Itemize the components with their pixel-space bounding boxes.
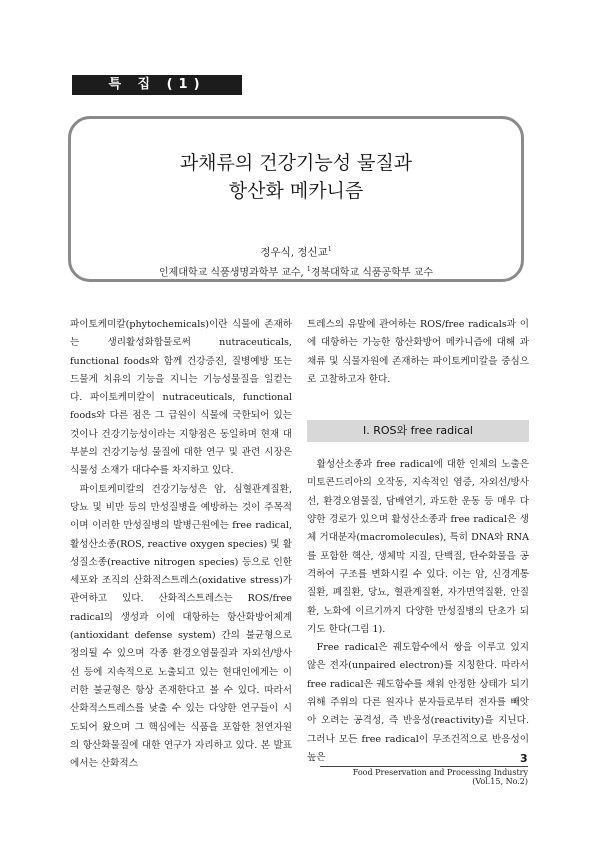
affiliation-part-2: 경북대학교 식품공학부 교수 bbox=[310, 266, 434, 278]
article-title bbox=[71, 149, 521, 205]
title-line-1: 과채류의 건강기능성 물질과 bbox=[179, 152, 413, 174]
title-box bbox=[68, 116, 524, 282]
left-column bbox=[70, 316, 292, 773]
body-paragraph: Free radical은 궤도함수에서 쌍을 이루고 있지 않은 전자(unpaired electron)를 지칭한다. 따라서 free radical은 궤도함수를 채워 안정한 상태가 되기 위해 주위의 다른 원자나 분자들로부터 전자를 빼앗아 오려는 공격성, 즉 반응성(reactivity)을 지닌다. 그러나 모든 free radical이 무조건적으로 반응성이 높은 bbox=[307, 642, 529, 763]
footer-rule bbox=[320, 766, 528, 767]
page-number: 3 bbox=[520, 752, 528, 765]
journal-footer: Food Preservation and Processing Industry (Vol.15, No.2) bbox=[352, 768, 528, 786]
author-names: 정우식, 정신교 bbox=[260, 246, 328, 259]
body-paragraph: 트레스의 유발에 관여하는 ROS/free radicals과 이에 대항하는 가능한 항산화방어 메카니즘에 대해 과채류 및 식물자원에 존재하는 파이토케미칼을 중심으로 고찰하고자 한다. bbox=[307, 319, 529, 385]
affiliation-superscript: 1 bbox=[306, 265, 311, 273]
affiliation-part-1: 인제대학교 식품생명과학부 교수, bbox=[158, 266, 307, 278]
section-heading: Ⅰ. ROS와 free radical bbox=[307, 420, 529, 442]
author-line bbox=[71, 241, 521, 262]
body-paragraph: 파이토케미칼의 건강기능성은 암, 심혈관계질환, 당뇨 및 비만 등의 만성질병을 예방하는 것이 주목적이며 이러한 만성질병의 발병근원에는 free radical, 활성산소종(ROS, reactive oxygen species) 및 활성질소종(reactive nitrogen species) 등으로 인한 세포와 조직의 산화적스트레스(oxidative stress)가 관여하고 있다. 산화적스트레스는 ROS/free radical의 생성과 이에 대항하는 항산화방어체계(antioxidant defense system) 간의 불균형으로 정의될 수 있으며 각종 환경오염물질과 자외선/방사선 등에 지속적으로 노출되고 있는 현대인에게는 이러한 불균형은 항상 존재한다고 볼 수 있다. 따라서 산화적스트레스를 낮출 수 있는 다양한 연구들이 시도되어 왔으며 그 핵심에는 식품을 포함한 천연자원의 항산화물질에 대한 연구가 자리하고 있다. 본 발표에서는 산화적스 bbox=[70, 483, 292, 770]
feature-banner: 특 집 (1) bbox=[72, 75, 242, 95]
body-paragraph: 파이토케미칼(phytochemicals)이란 식물에 존재하는 생리활성화합물로써 nutraceuticals, functional foods와 함께 건강증진, 질병예방 또는 드물게 치유의 기능을 지니는 기능성물질을 일컫는다. 파이토케미칼이 nutraceuticals, functional foods와 다른 점은 그 급원이 식물에 국한되어 있는 것이나 건강기능성이라는 지향점은 동일하며 현재 대부분의 건강기능성 물질에 대한 연구 및 관련 시장은 식물성 소재가 대다수를 차지하고 있다. bbox=[70, 319, 292, 477]
author-superscript: 1 bbox=[327, 246, 332, 253]
affiliation-line bbox=[71, 262, 521, 281]
body-paragraph: 활성산소종과 free radical에 대한 인체의 노출은 미토콘드리아의 오작동, 지속적인 염증, 자외선/방사선, 환경오염물질, 담배연기, 과도한 운동 등 매우 다양한 경로가 있으며 활성산소종과 free radical은 생체 거대분자(macromolecules), 특히 DNA와 RNA를 포함한 핵산, 생체막 지질, 단백질, 탄수화물을 공격하여 구조를 변화시킬 수 있다. 이는 암, 신경계통질환, 폐질환, 당뇨, 혈관계질환, 자가면역질환, 안질환, 노화에 이르기까지 다양한 만성질병의 단초가 되기도 한다(그림 1). bbox=[307, 459, 529, 635]
title-line-2: 항산화 메카니즘 bbox=[228, 180, 364, 202]
right-column bbox=[307, 316, 529, 767]
